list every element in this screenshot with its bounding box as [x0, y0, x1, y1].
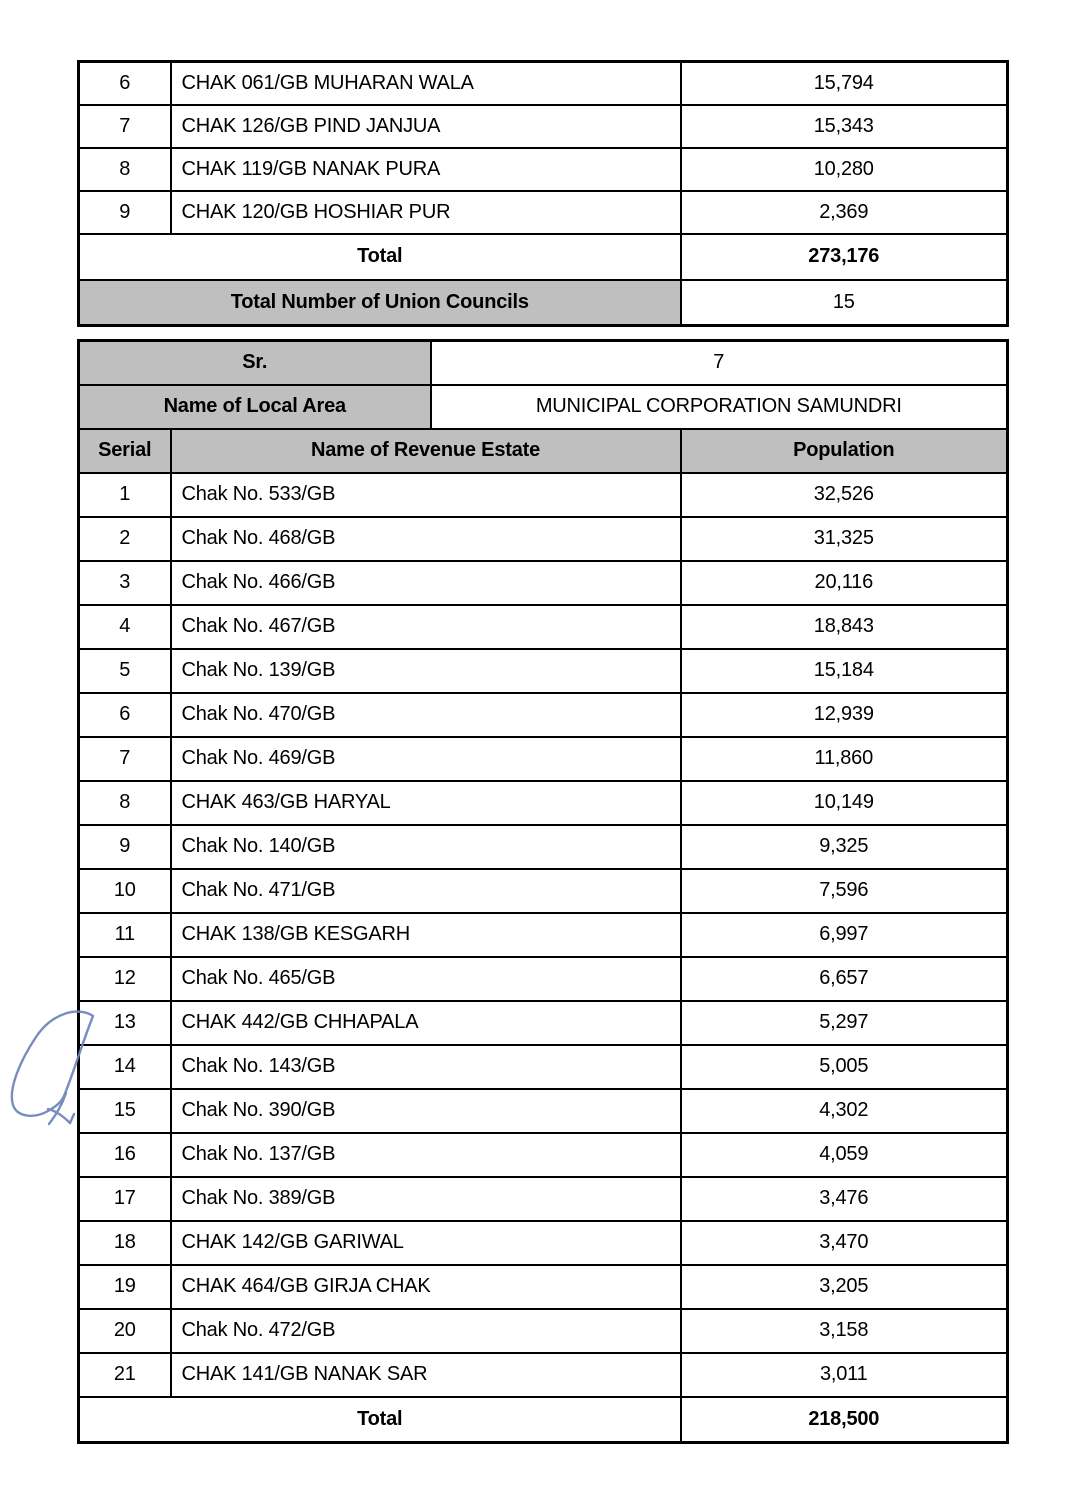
name-cell: Chak No. 468/GB	[171, 517, 681, 561]
table-row	[79, 1309, 1008, 1353]
name-cell: CHAK 126/GB PIND JANJUA	[171, 105, 681, 148]
name-cell: Chak No. 467/GB	[171, 605, 681, 649]
local-area-row	[79, 385, 1008, 429]
serial-cell: 12	[79, 957, 171, 1001]
name-cell: CHAK 138/GB KESGARH	[171, 913, 681, 957]
serial-cell: 4	[79, 605, 171, 649]
union-councils-label: Total Number of Union Councils	[79, 280, 681, 326]
name-cell: CHAK 442/GB CHHAPALA	[171, 1001, 681, 1045]
population-cell: 3,011	[681, 1353, 1008, 1397]
table-row	[79, 869, 1008, 913]
name-cell: Chak No. 139/GB	[171, 649, 681, 693]
table-row	[79, 913, 1008, 957]
population-cell: 10,149	[681, 781, 1008, 825]
population-cell: 31,325	[681, 517, 1008, 561]
prev-table-body	[79, 62, 1008, 234]
name-cell: Chak No. 469/GB	[171, 737, 681, 781]
population-cell: 6,997	[681, 913, 1008, 957]
table-row	[79, 1089, 1008, 1133]
population-cell: 3,205	[681, 1265, 1008, 1309]
table-row	[79, 605, 1008, 649]
name-cell: CHAK 141/GB NANAK SAR	[171, 1353, 681, 1397]
name-cell: Chak No. 390/GB	[171, 1089, 681, 1133]
name-cell: Chak No. 137/GB	[171, 1133, 681, 1177]
table-row	[79, 1001, 1008, 1045]
table-row	[79, 62, 1008, 105]
table-row	[79, 825, 1008, 869]
serial-cell: 16	[79, 1133, 171, 1177]
serial-cell: 9	[79, 825, 171, 869]
table-row	[79, 1133, 1008, 1177]
name-cell: Chak No. 470/GB	[171, 693, 681, 737]
serial-cell: 8	[79, 781, 171, 825]
serial-cell: 20	[79, 1309, 171, 1353]
population-cell: 4,059	[681, 1133, 1008, 1177]
serial-cell: 9	[79, 191, 171, 234]
serial-cell: 19	[79, 1265, 171, 1309]
serial-cell: 13	[79, 1001, 171, 1045]
serial-cell: 6	[79, 693, 171, 737]
population-cell: 15,184	[681, 649, 1008, 693]
population-cell: 4,302	[681, 1089, 1008, 1133]
local-area-value: MUNICIPAL CORPORATION SAMUNDRI	[431, 385, 1008, 429]
header-serial: Serial	[79, 429, 171, 473]
serial-cell: 6	[79, 62, 171, 105]
population-cell: 3,470	[681, 1221, 1008, 1265]
name-cell: CHAK 119/GB NANAK PURA	[171, 148, 681, 191]
population-cell: 11,860	[681, 737, 1008, 781]
table-row	[79, 1045, 1008, 1089]
population-cell: 2,369	[681, 191, 1008, 234]
total-label: Total	[79, 234, 681, 280]
total-label: Total	[79, 1397, 681, 1443]
total-row	[79, 234, 1008, 280]
sr-row	[79, 341, 1008, 385]
population-cell: 5,005	[681, 1045, 1008, 1089]
main-table-info	[79, 341, 1008, 473]
serial-cell: 3	[79, 561, 171, 605]
name-cell: Chak No. 465/GB	[171, 957, 681, 1001]
population-cell: 3,476	[681, 1177, 1008, 1221]
main-table-footer	[79, 1397, 1008, 1443]
sr-label: Sr.	[79, 341, 431, 385]
name-cell: Chak No. 143/GB	[171, 1045, 681, 1089]
population-cell: 10,280	[681, 148, 1008, 191]
name-cell: CHAK 464/GB GIRJA CHAK	[171, 1265, 681, 1309]
table-row	[79, 191, 1008, 234]
table-row	[79, 693, 1008, 737]
union-councils-value: 15	[681, 280, 1008, 326]
name-cell: Chak No. 471/GB	[171, 869, 681, 913]
serial-cell: 5	[79, 649, 171, 693]
table-row	[79, 737, 1008, 781]
table-row	[79, 517, 1008, 561]
table-row	[79, 1353, 1008, 1397]
sr-value: 7	[431, 341, 1008, 385]
name-cell: CHAK 142/GB GARIWAL	[171, 1221, 681, 1265]
population-cell: 3,158	[681, 1309, 1008, 1353]
table-row	[79, 561, 1008, 605]
total-value: 218,500	[681, 1397, 1008, 1443]
table-row	[79, 105, 1008, 148]
table-row	[79, 473, 1008, 517]
table-row	[79, 649, 1008, 693]
name-cell: Chak No. 472/GB	[171, 1309, 681, 1353]
header-row	[79, 429, 1008, 473]
population-cell: 15,343	[681, 105, 1008, 148]
name-cell: CHAK 463/GB HARYAL	[171, 781, 681, 825]
serial-cell: 15	[79, 1089, 171, 1133]
total-row	[79, 1397, 1008, 1443]
prev-table-footer	[79, 234, 1008, 326]
total-value: 273,176	[681, 234, 1008, 280]
population-cell: 9,325	[681, 825, 1008, 869]
table-row	[79, 957, 1008, 1001]
serial-cell: 21	[79, 1353, 171, 1397]
main-table-body	[79, 473, 1008, 1397]
local-area-label: Name of Local Area	[79, 385, 431, 429]
serial-cell: 17	[79, 1177, 171, 1221]
population-cell: 15,794	[681, 62, 1008, 105]
header-population: Population	[681, 429, 1008, 473]
name-cell: Chak No. 389/GB	[171, 1177, 681, 1221]
population-cell: 5,297	[681, 1001, 1008, 1045]
population-cell: 18,843	[681, 605, 1008, 649]
table-row	[79, 148, 1008, 191]
name-cell: CHAK 061/GB MUHARAN WALA	[171, 62, 681, 105]
serial-cell: 7	[79, 737, 171, 781]
table-row	[79, 1177, 1008, 1221]
name-cell: Chak No. 140/GB	[171, 825, 681, 869]
revenue-estate-table	[77, 339, 1009, 1444]
union-councils-row	[79, 280, 1008, 326]
serial-cell: 18	[79, 1221, 171, 1265]
population-cell: 20,116	[681, 561, 1008, 605]
serial-cell: 10	[79, 869, 171, 913]
table-row	[79, 1221, 1008, 1265]
serial-cell: 14	[79, 1045, 171, 1089]
table-row	[79, 1265, 1008, 1309]
table-row	[79, 781, 1008, 825]
serial-cell: 2	[79, 517, 171, 561]
name-cell: Chak No. 533/GB	[171, 473, 681, 517]
population-cell: 12,939	[681, 693, 1008, 737]
population-cell: 32,526	[681, 473, 1008, 517]
serial-cell: 8	[79, 148, 171, 191]
union-council-table-continued	[77, 60, 1009, 327]
name-cell: Chak No. 466/GB	[171, 561, 681, 605]
population-cell: 6,657	[681, 957, 1008, 1001]
serial-cell: 11	[79, 913, 171, 957]
name-cell: CHAK 120/GB HOSHIAR PUR	[171, 191, 681, 234]
serial-cell: 1	[79, 473, 171, 517]
population-cell: 7,596	[681, 869, 1008, 913]
header-name: Name of Revenue Estate	[171, 429, 681, 473]
serial-cell: 7	[79, 105, 171, 148]
